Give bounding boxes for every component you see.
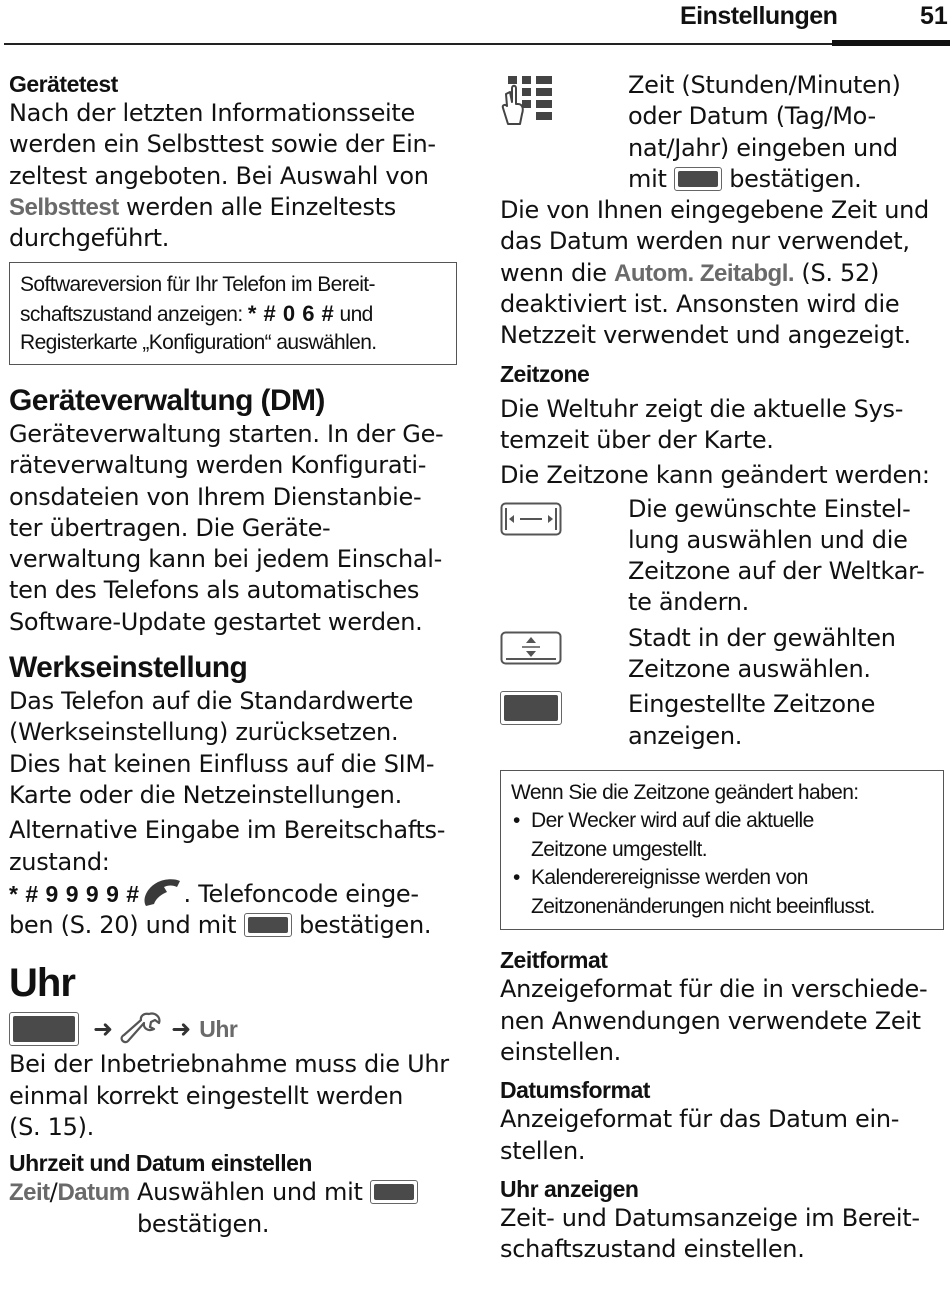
menu-item-selbsttest: Selbsttest [9,193,119,221]
text-line [9,910,457,941]
zeitabgleich-text [500,195,946,351]
softkey-icon [244,913,292,937]
zeitformat-text [500,974,946,1068]
text-line: zustand: [9,847,110,876]
text-line: Das Telefon auf die Standardwerte [9,687,414,716]
zeitzone-text [500,394,946,492]
text-line: anzeigen. [628,721,743,750]
text-fragment: und [334,302,373,326]
text-fragment: schaftszustand anzeigen: [20,302,248,326]
keypad-text [628,70,901,195]
dm-text [9,419,457,638]
text-line: ter übertragen. Die Geräte- [9,513,331,542]
dm-heading: Geräteverwaltung (DM) [9,383,325,417]
text-line: Stadt in der gewählten [628,623,896,652]
softkey-icon [370,1180,418,1204]
note-line: • Kalenderereignisse werden von [531,866,808,890]
keypad-icon [500,70,628,195]
text-line: stellen. [500,1136,586,1165]
text-line: Zeit- und Datumsanzeige im Bereit- [500,1203,920,1232]
zeitzone-row-leftright [500,494,946,619]
menu-path [9,1009,457,1049]
phone-icon [140,878,184,908]
text-line: Geräteverwaltung starten. In der Ge- [9,419,444,448]
softkey-icon [500,691,562,725]
text-fragment: mit [628,164,674,193]
note-line: Registerkarte „Konfiguration“ auswählen. [20,331,377,355]
text-line: onsdateien von Ihrem Dienstanbie- [9,482,422,511]
geraetetest-text [9,98,457,254]
text-line: räteverwaltung werden Konfigurati- [9,451,427,480]
text-line: lung auswählen und die [628,525,908,554]
text-line: Netzzeit verwendet und angezeigt. [500,321,911,350]
datumsformat-heading: Datumsformat [500,1077,650,1104]
note-line [20,300,446,330]
uhr-heading: Uhr [9,961,75,1006]
text-line: zeltest angeboten. Bei Auswahl von [9,161,429,190]
menu-item-autom-zeitabgl: Autom. Zeitabgl. [614,259,795,287]
menu-item-datum: Datum [57,1179,130,1207]
text-fragment: wenn die [500,258,615,287]
zeitzone-row-text [628,689,875,752]
text-line: te ändern. [628,588,750,617]
zeit-datum-row [9,1177,457,1240]
text-line: Die von Ihnen eingegebene Zeit und [500,196,929,225]
zeitformat-heading: Zeitformat [500,947,608,974]
text-line: Nach der letzten Informationsseite [9,99,415,127]
text-line: Dies hat keinen Einfluss auf die SIM- [9,749,435,778]
zeitzone-row-softkey [500,689,946,752]
text-line: das Datum werden nur verwendet, [500,227,910,256]
text-line: Anzeigeformat für das Datum ein- [500,1105,900,1134]
uhr-anzeigen-heading: Uhr anzeigen [500,1175,639,1202]
arrow-right-icon: ➜ [171,1015,192,1044]
text-line: Karte oder die Netzeinstellungen. [9,780,402,809]
text-line: schaftszustand einstellen. [500,1235,805,1264]
keypad-row [500,70,946,195]
list-item [511,807,933,864]
uhr-text [9,1049,457,1143]
text-fragment: / [49,1178,58,1207]
left-column [9,70,457,1240]
werk-text [9,686,457,941]
key-code: * # 9 9 9 9 # [9,880,140,907]
header-rule [4,43,832,45]
text-line [9,192,457,223]
text-line: (S. 15). [9,1113,94,1142]
page-number: 51 [920,2,948,30]
text-line [137,1177,418,1208]
nav-left-right-icon [500,494,628,619]
softkey-icon [674,167,722,191]
text-line: Zeitzone auswählen. [628,655,871,684]
text-line [9,878,457,910]
text-line: oder Datum (Tag/Mo- [628,102,876,131]
text-line: ten des Telefons als automatisches [9,576,420,605]
note-line: Wenn Sie die Zeitzone geändert haben: [511,780,859,804]
text-line: temzeit über der Karte. [500,425,774,454]
note-box-zeitzone [500,770,944,931]
note-line: Softwareversion für Ihr Telefon im Bereit- [20,273,375,297]
nav-up-down-icon [500,623,628,686]
menu-key-icon [9,1012,79,1046]
text-fragment: . Telefoncode einge- [183,879,419,908]
text-fragment: bestätigen. [721,164,862,193]
zeitzone-row-text [628,623,896,686]
note-box-software [9,262,457,365]
zeitzone-heading: Zeitzone [500,360,590,387]
text-line: Die Zeitzone kann geändert werden: [500,461,930,490]
note-list [511,807,933,921]
text-line: Zeit (Stunden/Minuten) [628,71,901,99]
text-line: nat/Jahr) eingeben und [628,133,898,162]
zeit-datum-text [137,1177,418,1240]
text-fragment: werden alle Einzeltests [118,192,396,221]
text-line: Bei der Inbetriebnahme muss die Uhr [9,1050,449,1079]
text-line [628,164,901,195]
text-line: werden ein Selbsttest sowie der Ein- [9,130,436,159]
wrench-icon [119,1011,163,1047]
uhrzeit-datum-heading: Uhrzeit und Datum einstellen [9,1150,312,1177]
text-line: einstellen. [500,1038,621,1067]
text-fragment: Auswählen und mit [137,1178,370,1207]
text-line [500,258,946,289]
menu-item-zeit: Zeit [9,1179,50,1207]
uhr-anzeigen-text [500,1203,946,1266]
text-line: (Werkseinstellung) zurücksetzen. [9,718,399,747]
header-title: Einstellungen [680,2,838,30]
text-line: bestätigen. [137,1209,270,1238]
menu-item-zeit-datum [9,1177,137,1240]
text-line: einmal korrekt eingestellt werden [9,1081,404,1110]
text-line: Die gewünschte Einstel- [628,494,911,523]
text-line: Eingestellte Zeitzone [628,690,876,719]
softkey-icon [500,689,628,752]
list-item [511,864,933,921]
header-bar [832,40,950,46]
note-line: • Der Wecker wird auf die aktuelle [531,809,814,833]
text-line: nen Anwendungen verwendete Zeit [500,1006,921,1035]
text-line: Die Weltuhr zeigt die aktuelle Sys- [500,394,904,423]
menu-item-uhr: Uhr [199,1015,238,1042]
zeitzone-row-updown [500,623,946,686]
werk-heading: Werkseinstellung [9,651,248,685]
text-line: Software-Update gestartet werden. [9,607,423,636]
zeitzone-row-text [628,494,925,619]
note-line: Zeitzonenänderungen nicht beeinflusst. [531,894,875,918]
text-line: durchgeführt. [9,224,170,253]
geraetetest-heading: Gerätetest [9,71,118,97]
text-fragment: bestätigen. [291,911,432,940]
page-header [0,0,950,48]
datumsformat-text [500,1104,946,1167]
text-line: Alternative Eingabe im Bereitschafts- [9,816,446,845]
text-line: deaktiviert ist. Ansonsten wird die [500,290,900,319]
text-line: verwaltung kann bei jedem Einschal- [9,545,442,574]
arrow-right-icon: ➜ [93,1015,114,1044]
text-line: Zeitzone auf der Weltkar- [628,557,925,586]
text-fragment: ben (S. 20) und mit [9,911,244,940]
text-line: Anzeigeformat für die in verschiede- [500,975,928,1004]
key-code: * # 0 6 # [247,300,335,326]
note-line: Zeitzone umgestellt. [531,837,707,861]
right-column [500,70,946,1266]
text-fragment: (S. 52) [794,258,880,287]
